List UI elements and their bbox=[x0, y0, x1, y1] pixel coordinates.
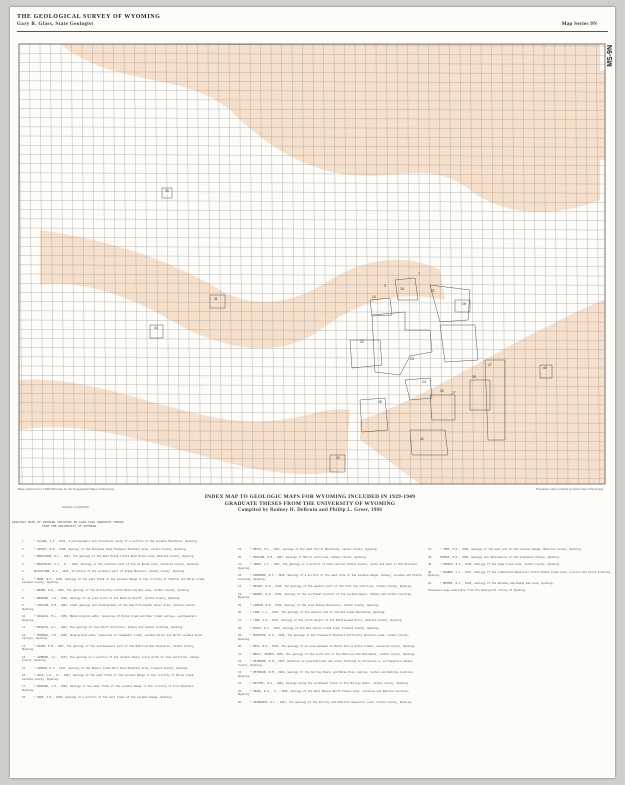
legend-entry-text: * GIBBONS, J.L., 1933, The geology of a portion of the Laramie Basin lying north of Como anticline, Albany County, Wyoming. bbox=[22, 655, 200, 663]
legend-entry-number: 7. bbox=[22, 588, 26, 592]
thesis-number-label: 21 bbox=[431, 289, 435, 293]
legend-entry bbox=[22, 540, 207, 543]
legend-footnote: Thesesare maps available from the Geological Survey of Wyoming. bbox=[428, 589, 527, 593]
legend-entry-number: 23. bbox=[238, 585, 243, 589]
legend-entry-number: 41. bbox=[428, 581, 433, 585]
legend-entry-text: * BERGSTROM, R.L., 1941, The geology of the West Plank-Little Bear River area, Natrona County, Wyoming. bbox=[34, 555, 195, 559]
legend-entry-number: 15. bbox=[22, 666, 27, 670]
thesis-number-label: 27 bbox=[452, 391, 456, 395]
thesis-number-label: 7 bbox=[418, 272, 420, 276]
thesis-number-label: 30 bbox=[336, 456, 340, 460]
map-title-line1: INDEX MAP TO GEOLOGIC MAPS FOR WYOMING INCLUDED IN 1929-1949 bbox=[204, 494, 416, 500]
legend-entry-number: 14. bbox=[22, 655, 27, 659]
legend-entry-text: * HECHT, H.L., 1941, Geology of the east Ferris Mountains, Carbon County, Wyoming. bbox=[250, 548, 379, 551]
grid-line-horizontal bbox=[19, 338, 605, 340]
legend-entry-number: 36. bbox=[238, 700, 243, 704]
side-map-code: MS-9N bbox=[607, 45, 614, 67]
legend-entry-text: * TRENCH, E.G., 1949, Geology of the Sage Creek area, Carbon County, Wyoming. bbox=[440, 563, 561, 567]
grid-line-horizontal bbox=[19, 228, 605, 230]
grid-line-horizontal bbox=[19, 219, 605, 221]
thesis-number-label: 23 bbox=[410, 357, 414, 361]
legend-entry-text: * WEIMER, R.J., 1949, Geology of the Whiskey Gap-Muddy Gap area, Wyoming. bbox=[440, 581, 554, 585]
legend-entry bbox=[22, 604, 207, 611]
legend-entry bbox=[428, 563, 613, 566]
legend-entry-number: 33. bbox=[238, 671, 243, 675]
legend-entry-text: THOMAS, H.D., 1936, Geology and deformation of the Greenwood Valley, Wyoming. bbox=[440, 555, 561, 559]
legend-entry-number: 13. bbox=[22, 644, 27, 648]
legend-entry bbox=[22, 656, 207, 663]
legend-entry-number: 8. bbox=[22, 596, 26, 600]
thesis-number-label: 33 bbox=[154, 326, 158, 330]
legend-entry bbox=[22, 667, 207, 670]
legend-entry-number: 1. bbox=[22, 540, 26, 543]
legend-entry-number: 40. bbox=[428, 570, 433, 574]
legend-entry-text: BLACKSTONE, D.L., 1934, Structure of the southern part of Sheep Mountain, Albany County, Wyoming. bbox=[34, 570, 186, 574]
thesis-outline-poly-4 bbox=[350, 340, 382, 368]
thesis-number-label: 10 bbox=[372, 295, 376, 299]
legend-entry-text: * DOUGLAS, W.L., 1941, The geology of Cone Bluff anticline, Albany and Carbon Counties, Wyoming. bbox=[34, 626, 184, 630]
legend-entry-text: * EDWARDS, J.M., 1939, Underground water resources of Chugwater Creek, Laramie River and North Laramie River valleys, Wyoming. bbox=[22, 633, 203, 641]
legend-entry-number: 30. bbox=[238, 645, 243, 649]
legend-entry bbox=[238, 574, 423, 581]
legend-entry bbox=[22, 674, 207, 681]
legend-entry-text: * KIRKWOOD, R.T., 1936, Geology of a portion of the east side of the Laramie Range, Albany, Laramie and Platte Counties, Wyoming. bbox=[238, 574, 422, 581]
grid-line-vertical bbox=[219, 44, 222, 484]
legend-entry-text: * SIMS, F.D., 1940, Geology of the west end of the Laramie Range, Medicine County, Wyoming. bbox=[440, 548, 583, 551]
legend-column-2 bbox=[238, 548, 423, 709]
legend-entry bbox=[238, 627, 423, 630]
thesis-number-label: 26 bbox=[378, 400, 382, 404]
legend-entry-number: 5. bbox=[22, 570, 26, 574]
legend-heading-line2: FROM THE UNIVERSITY OF WYOMING bbox=[42, 524, 97, 528]
legend-entry bbox=[22, 696, 207, 699]
legend-entry-number: 24. bbox=[238, 592, 243, 596]
legend-entry-number: 21. bbox=[238, 563, 243, 567]
legend-entry-number: 22. bbox=[238, 574, 243, 578]
legend-entry-number: 19. bbox=[238, 548, 243, 551]
legend-entry-text: * MCKAY, R.J., 1944, Geology of the Red Canyon Creek area, Fremont County, Wyoming. bbox=[250, 626, 380, 630]
legend-entry bbox=[22, 570, 207, 573]
legend-entry-text: * MOSS, R.P., 1939, The geology of an area between La Bonte and La Prele Creeks, Converse County, Wyoming. bbox=[250, 645, 416, 649]
legend-entry bbox=[238, 645, 423, 648]
thesis-number-label: 39 bbox=[472, 375, 476, 379]
legend-entry bbox=[238, 690, 423, 697]
legend-entry bbox=[22, 685, 207, 692]
legend-entry bbox=[428, 548, 613, 551]
thesis-number-label: 37 bbox=[488, 363, 492, 367]
legend-entry-number: 2. bbox=[22, 547, 26, 551]
scale-note: SCALE 1:1,000,000 bbox=[62, 505, 89, 509]
legend-entry bbox=[428, 556, 613, 559]
map-title-line2: GRADUATE THESES FROM THE UNIVERSITY OF WYOMING bbox=[224, 501, 396, 507]
legend-entry-number: 29. bbox=[238, 634, 243, 638]
legend-entry bbox=[22, 645, 207, 652]
legend-entry-text: * KORNEY, R.M., 1936, Geology of the northeast portion of the Laramie Basin, Albany and Carbon Counties, Wyoming. bbox=[238, 592, 413, 600]
state-geologist: Gary B. Glass, State Geologist bbox=[17, 22, 94, 27]
legend-entry-text: * LINK, L.L., 1934, The geology of the western end of the Red Creek Mountains, Wyoming. bbox=[250, 611, 386, 615]
legend-entry bbox=[238, 585, 423, 588]
legend-entry-number: 26. bbox=[238, 611, 243, 615]
legend-entry-text: * HOUSTON, R.M., 1947, Geology of Hutill anticline, Albany County, Wyoming. bbox=[250, 555, 368, 559]
legend-entry-number: 27. bbox=[238, 618, 243, 622]
legend-entry-text: * SEARS, B.A., Jr., 1949, Geology of the West Beaver-North Fresno area, Converse and Natrona Counties, Wyoming. bbox=[238, 689, 410, 697]
legend-entry-text: * KNIGHT, W.H., 1944, The geology of the western part of the Flat Top anticline, Carbon County, Wyoming. bbox=[250, 585, 413, 589]
legend-entry-text: * FROOM, E.M., 1937, The geology of the southwestern part of the Medicine Bow Mountains, Carbon County, Wyoming. bbox=[22, 644, 195, 652]
legend-entry-text: * HARDING, C.H., 1949, Geology of the east flank of the Laramie Range in the vicinity of Iron Mountain, Wyoming. bbox=[22, 685, 195, 692]
legend-entry-number: 38. bbox=[428, 555, 433, 559]
legend-entry-text: * BROWN, R.W., 1949, The geology of the Difficulty-Little Medicine Bow area, Carbon County, Wyoming. bbox=[34, 588, 191, 592]
legend-entry-number: 6. bbox=[22, 577, 26, 581]
legend-entry bbox=[22, 597, 207, 600]
legend-entry-text: * ASHLEY, R.R., 1948, Geology of the Paradise Peak-Thompson Mountain area, Carbon County, Wyoming. bbox=[34, 547, 188, 551]
legend-entry-text: * JENKS, A.T., 1937, The geology of a portion of east-central Carbon County, south and west of Elk Mountain, Wyoming. bbox=[238, 563, 419, 570]
legend-entry-number: 9. bbox=[22, 604, 26, 608]
thesis-number-label: 15 bbox=[462, 302, 466, 306]
base-note: Base plotted from 1:500,000 base by the Topographic Maps of Wyoming bbox=[18, 487, 114, 491]
legend-entry bbox=[428, 571, 613, 578]
map-compiler-line: Compiled by Rodney H. DeBruin and Phillip L. Greer, 1986 bbox=[237, 508, 383, 513]
legend-entry-text: * WAGNER, C.L., 1947, Geology of the Cumberland Reservoir-Little Muddy Creek area, Lincoln and Uinta Counties, Wyoming. bbox=[428, 570, 612, 578]
thesis-number-label: 25 bbox=[440, 389, 444, 393]
legend-entry-text: * BERTHOLDT, A.J., Jr., 1944, Geology of the southern part of the La Bonte area, Converse County, Wyoming. bbox=[34, 562, 200, 566]
legend-entry-number: 31. bbox=[238, 652, 243, 656]
legend-entry-number: 18. bbox=[22, 696, 27, 700]
preparation-note: Prepared under contract by University of Wyoming bbox=[535, 487, 603, 491]
legend-entry bbox=[238, 682, 423, 685]
legend-entry-text: * PETERSON, H.M., 1941, Geology of the Shirley Basin and Bates Hole regions, Carbon and Natrona Counties, Wyoming. bbox=[238, 671, 414, 678]
legend-entry-number: 34. bbox=[238, 682, 243, 686]
legend-heading bbox=[12, 520, 232, 528]
legend-column-1 bbox=[22, 540, 207, 704]
legend-entry bbox=[22, 634, 207, 641]
legend-entry bbox=[428, 582, 613, 585]
legend-entry bbox=[238, 701, 423, 704]
legend-entry-number: 10. bbox=[22, 615, 27, 619]
legend-entry bbox=[238, 548, 423, 551]
thesis-number-label: 3 bbox=[384, 284, 386, 288]
legend-entry bbox=[22, 626, 207, 629]
grid-line-horizontal bbox=[19, 237, 605, 239]
thesis-number-label: 24 bbox=[422, 380, 426, 384]
legend-entry bbox=[238, 634, 423, 641]
legend-heading-line1: GEOLOGIC MAPS OF WYOMING INCLUDED IN 1929-1949 GRADUATE THESES bbox=[12, 520, 124, 524]
legend-entry-text: * HARE, J.H., 1949, Geology of a portion of the east flank of the Laramie Range, Wyoming. bbox=[34, 696, 173, 700]
legend-entry-text: * CARLSON, R.M., 1949, Areal geology and stratigraphy of the Red Fork-Powder River area, Johnson County, Wyoming. bbox=[22, 604, 197, 611]
legend-entry-number: 12. bbox=[22, 633, 27, 637]
legend-entry bbox=[238, 619, 423, 622]
legend-entry bbox=[238, 563, 423, 570]
legend-entry-text: * PETERSEN, R.W., 1947, Relation of gravitational and areal faulting to structure in northeastern Albany County, Wyoming. bbox=[238, 660, 413, 667]
legend-entry-text: * LYNN, A.R., 1947, Geology of the north margin of the Rattlesnake Hills, Natrona County, Wyoming. bbox=[250, 618, 404, 622]
legend-entry-number: 32. bbox=[238, 660, 243, 664]
legend-entry-number: 3. bbox=[22, 555, 26, 559]
legend-entry-text: * GIBSON, H.L., 1947, Geology of the Beaver Creek-Horn Shoe Mountain area, Fremont County, Wyoming. bbox=[34, 666, 189, 670]
legend-entry bbox=[238, 660, 423, 667]
legend-entry-text: * SEVERANCE, R.L., 1941, The geology of the Shirley and Hamilton Reservoir area, Carbon County, Wyoming. bbox=[250, 700, 413, 704]
legend-entry-text: * BRUNING, J.R., 1936, Geology of an area north of the Rawlins Uplift, Carbon County, Wyoming. bbox=[34, 596, 181, 600]
thesis-number-label: 31 bbox=[214, 297, 218, 301]
legend-entry-number: 39. bbox=[428, 563, 433, 567]
legend-entry-text: * NEELY, JOSEPH, 1936, The geology of the north end of the Medicine Bow Mountains, Carbon County, Wyoming. bbox=[250, 652, 416, 656]
legend-entry-text: * DOUGLAS, M.L., 1939, Metallurgical water resources of Horse Creek and Bear Creek valleys, southeastern Wyoming. bbox=[22, 615, 197, 622]
legend-entry-number: 25. bbox=[238, 603, 243, 607]
legend-entry-number: 16. bbox=[22, 674, 27, 678]
legend-entry bbox=[238, 671, 423, 678]
legend-entry-text: * LARSON, R.D., 1949, Geology of the area Pennie Mountains, Carbon County, Wyoming. bbox=[250, 603, 380, 607]
legend-entry-text: * GOLD, L.D., Jr., 1947, Geology of the east flank of the Laramie Range in the vicinity of Horse Creek, Laramie County, Wyoming. bbox=[22, 674, 195, 681]
thesis-number-label: 40 bbox=[543, 366, 547, 370]
legend-entry bbox=[238, 611, 423, 614]
legend-entry bbox=[22, 615, 207, 622]
legend-entry-number: 28. bbox=[238, 626, 243, 630]
legend-entry bbox=[238, 593, 423, 600]
legend-entry-number: 20. bbox=[238, 555, 243, 559]
legend-entry-number: 4. bbox=[22, 562, 26, 566]
shade-southeast bbox=[360, 300, 605, 484]
legend-entry-text: * ALLARD, J.F., 1943, A petrographic and structural study of a portion of the Laramie Mountains, Wyoming. bbox=[34, 540, 198, 543]
legend-entry bbox=[22, 548, 207, 551]
legend-entry-number: 35. bbox=[238, 689, 243, 693]
legend-entry bbox=[238, 604, 423, 607]
legend-entry bbox=[238, 556, 423, 559]
legend-entry-number: 17. bbox=[22, 685, 27, 689]
legend-entry-text: * BOND, W.P., 1936, Geology of the east flank of the Laramie Range in the vicinity of Federal and Horse Creek, Laramie County, Wyoming. bbox=[22, 577, 206, 585]
legend-entry bbox=[22, 555, 207, 558]
thesis-number-label: 22 bbox=[360, 340, 364, 344]
legend-entry bbox=[238, 653, 423, 656]
legend-entry-number: 37. bbox=[428, 548, 433, 551]
map-series-label: Map Series 9N bbox=[561, 22, 597, 27]
legend-column-3 bbox=[428, 548, 613, 593]
legend-entry-text: * RITCHEL, R.A., 1949, Geology along the southeast flank of the Shirley Basin, Carbon County, Wyoming. bbox=[250, 682, 410, 686]
thesis-number-label: 42 bbox=[420, 437, 424, 441]
survey-title: THE GEOLOGICAL SURVEY OF WYOMING bbox=[17, 14, 161, 20]
legend-entry bbox=[22, 589, 207, 592]
thesis-number-label: 35 bbox=[165, 189, 169, 193]
legend-entry bbox=[22, 578, 207, 585]
legend-entry-text: * MCMASTER, R.D., 1946, The geology of the Freezeout Mountain-Difficulty Mountain area, Carbon County, Wyoming. bbox=[238, 634, 410, 641]
legend-entry-number: 11. bbox=[22, 626, 27, 630]
legend-entry bbox=[22, 563, 207, 566]
thesis-number-label: 18 bbox=[400, 287, 404, 291]
